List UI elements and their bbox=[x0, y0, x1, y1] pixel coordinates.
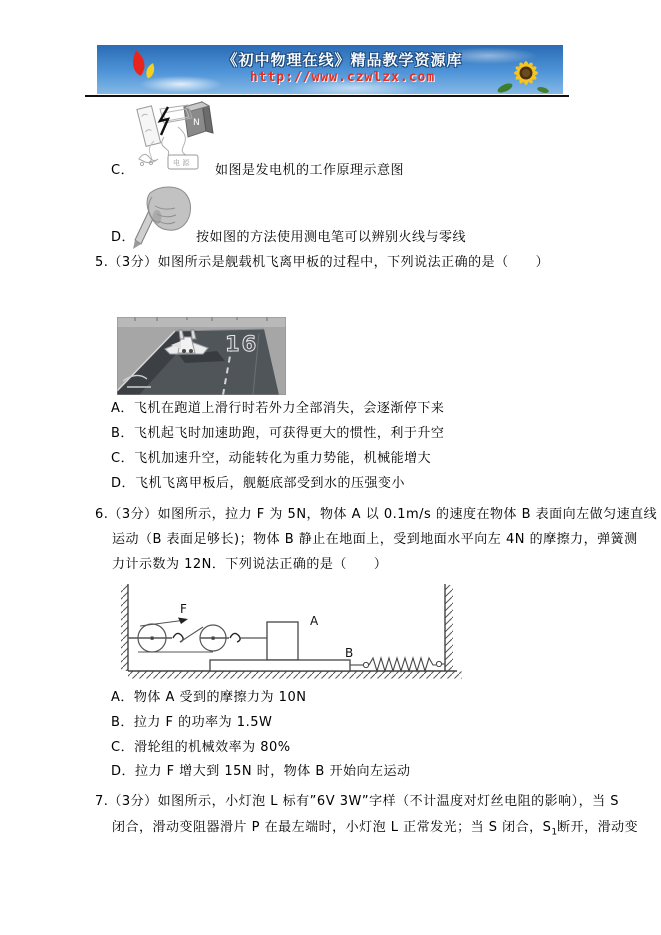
q5-option-c: C．飞机加速升空，动能转化为重力势能，机械能增大 bbox=[111, 451, 432, 466]
force-f-label: F bbox=[180, 602, 187, 616]
block-b-label: B bbox=[345, 646, 354, 660]
q7-stem-line1: 7.（3分）如图所示，小灯泡 L 标有”6V 3W”字样（不计温度对灯丝电阻的影响），当 S bbox=[95, 794, 619, 809]
q6-option-a: A．物体 A 受到的摩擦力为 10N bbox=[111, 690, 307, 705]
flame-logo-icon bbox=[125, 49, 165, 91]
banner-title: 《初中物理在线》精品教学资源库 bbox=[222, 51, 463, 69]
test-pen-photo bbox=[132, 185, 194, 249]
power-box-label: 电 源 bbox=[173, 159, 190, 167]
q6-option-b: B．拉力 F 的功率为 1.5W bbox=[111, 715, 273, 730]
q5-stem: 5.（3分）如图所示是舰载机飞离甲板的过程中，下列说法正确的是（ ） bbox=[95, 255, 550, 270]
option-d-label: D． bbox=[111, 230, 136, 245]
q7-stem-line2 bbox=[112, 820, 638, 841]
magnet-pole-label: N bbox=[193, 118, 200, 128]
option-d-text: 按如图的方法使用测电笔可以辨别火线与零线 bbox=[196, 230, 467, 245]
carrier-jet-photo bbox=[117, 317, 286, 395]
q6-option-c: C．滑轮组的机械效率为 80% bbox=[111, 740, 291, 755]
option-c-label: C． bbox=[111, 163, 135, 178]
q5-option-a: A．飞机在跑道上滑行时若外力全部消失，会逐渐停下来 bbox=[111, 401, 445, 416]
banner-url: http://www.czwlzx.com bbox=[249, 70, 436, 85]
q6-stem-line3: 力计示数为 12N．下列说法正确的是（ ） bbox=[112, 557, 388, 572]
q6-option-d: D．拉力 F 增大到 15N 时，物体 B 开始向左运动 bbox=[111, 764, 411, 779]
q7-line2-post: 断开，滑动变 bbox=[557, 820, 639, 835]
option-c-text: 如图是发电机的工作原理示意图 bbox=[215, 163, 405, 178]
q5-option-d: D．飞机飞离甲板后，舰艇底部受到水的压强变小 bbox=[111, 476, 406, 491]
block-a-label: A bbox=[310, 614, 319, 628]
site-banner bbox=[97, 45, 563, 94]
q6-stem-line2: 运动（B 表面足够长)；物体 B 静止在地面上，受到地面水平向左 4N 的摩擦力，弹簧测 bbox=[112, 532, 638, 547]
q7-subscript: 1 bbox=[551, 827, 558, 838]
q7-line2-pre: 闭合，滑动变阻器滑片 P 在最左端时，小灯泡 L 正常发光；当 S 闭合，S bbox=[112, 820, 552, 835]
pulley-diagram bbox=[116, 583, 462, 683]
q6-stem-line1: 6.（3分）如图所示，拉力 F 为 5N，物体 A 以 0.1m/s 的速度在物体 B 表面向左做匀速直线 bbox=[95, 507, 658, 522]
generator-diagram bbox=[134, 97, 216, 173]
carrier-number: 16 bbox=[225, 332, 259, 356]
q5-option-b: B．飞机起飞时加速助跑，可获得更大的惯性，利于升空 bbox=[111, 426, 445, 441]
sunflower-icon bbox=[493, 55, 553, 94]
